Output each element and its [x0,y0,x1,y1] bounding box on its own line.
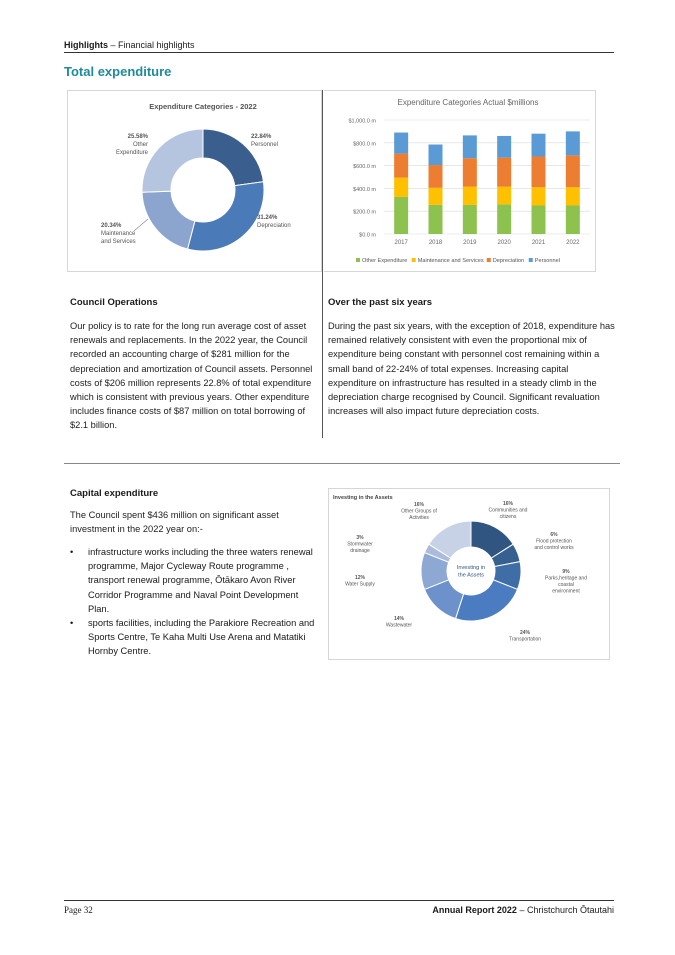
donut-value-label: 16% [502,501,514,507]
capital-expenditure-intro: The Council spent $436 million on significant asset investment in the 2022 year on:- [70,510,279,535]
bar-segment [566,187,580,205]
footer-org: Christchurch Ōtautahi [526,905,614,915]
donut-category-label: Other Groups of [401,508,437,515]
donut-category-label: Flood protection [536,538,572,545]
y-tick-label: $800.0 m [353,141,376,148]
expenditure-categories-donut-panel [67,90,322,272]
bar-segment [497,158,511,187]
donut-center-label: Investing in [456,565,486,571]
legend-swatch [412,258,416,262]
donut-category-label: Depreciation [257,223,291,229]
investing-assets-donut-chart [329,489,611,661]
bar-segment [566,155,580,187]
donut-category-label: Water Supply [345,581,375,588]
header-section: Highlights [64,40,108,50]
bar-segment [497,204,511,234]
footer-report-title [432,905,614,915]
bar-segment [394,133,408,154]
page-header [64,40,614,50]
bar-segment [429,145,443,166]
bar-segment [463,135,477,158]
chart-title: Expenditure Categories - 2022 [149,102,257,111]
donut-value-label: 9% [562,569,570,575]
x-tick-label: 2022 [566,240,580,246]
donut-category-label: drainage [350,548,370,554]
donut-category-label: Stormwater [347,541,373,548]
bar-segment [532,134,546,157]
donut-category-label: Transportation [508,636,542,643]
past-six-years-heading: Over the past six years [328,297,433,308]
capital-expenditure-item: • sports facilities, including the Parakiore Recreation and Sports Centre, Te Kaha Multi Use Arena and Matatiki Hornby Centre. [70,616,315,659]
donut-category-label: Other [132,142,148,148]
donut-value-label: 22.84% [251,134,272,140]
legend-label: Depreciation [492,258,525,264]
donut-slice [142,129,203,192]
donut-value-label: 25.58% [127,134,148,140]
donut-category-label: Activities [409,515,429,521]
y-tick-label: $200.0 m [353,209,376,216]
donut-category-label: Parks,heritage and [545,575,587,582]
legend-swatch [529,258,533,262]
donut-category-label: coastal [558,582,574,588]
donut-slice [456,580,518,621]
bar-segment [532,187,546,205]
bar-segment [566,206,580,235]
bar-segment [566,131,580,155]
donut-center-label: the Assets [458,572,484,579]
donut-category-label: Personnel [251,142,279,148]
header-separator: – [108,40,119,50]
x-tick-label: 2020 [497,240,511,246]
capital-expenditure-item: • infrastructure works including the three waters renewal programme, Major Cycleway Route programme , transport renewal programme, Ōtākaro Avon River Corridor Programme and Naval Point Development Plan. [70,545,315,616]
donut-category-label: and control works [534,545,574,551]
donut-category-label: Maintenance [101,231,136,237]
y-tick-label: $0.0 m [359,232,376,239]
donut-category-label: and Services [101,239,136,245]
footer-report: Annual Report 2022 [432,905,517,915]
donut-value-label: 14% [393,616,405,622]
donut-category-label: environment [552,588,580,595]
x-tick-label: 2019 [463,240,477,246]
x-tick-label: 2018 [428,240,443,246]
donut-value-label: 31.24% [257,215,278,221]
bar-segment [429,205,443,234]
donut-value-label: 6% [550,532,558,538]
bar-segment [394,197,408,234]
donut-value-label: 24% [519,630,531,636]
donut-value-label: 16% [413,502,425,508]
capital-expenditure-heading: Capital expenditure [70,488,159,499]
header-rule [64,52,614,53]
expenditure-categories-donut-chart [68,91,323,273]
council-operations-body: Our policy is to rate for the long run average cost of asset renewals and replacements. In the 2022 year, the Council recorded an accounting charge of $281 million for the depreciation and amortization of Council assets. Personnel costs of $206 million represents 22.8% of total expenditure which is consistent with previous years. Other expenditure includes finance costs of $87 million on total borrowing of $2.1 billion. [70,321,313,431]
bar-segment [463,187,477,205]
donut-slice [188,182,264,251]
y-tick-label: $600.0 m [353,164,376,171]
bar-segment [463,158,477,187]
bar-segment [532,156,546,187]
bar-segment [497,136,511,158]
donut-value-label: 20.34% [101,223,122,229]
section-divider [64,463,620,464]
legend-label: Maintenance and Services [417,258,484,264]
leader-line [134,219,148,231]
capital-expenditure-list [70,545,315,659]
donut-slice [142,191,195,249]
bar-segment [497,187,511,205]
expenditure-actuals-bar-chart [324,91,596,273]
donut-category-label: Wastewater [385,622,413,629]
donut-value-label: 3% [356,535,364,541]
legend-label: Other Expenditure [362,258,408,264]
legend-swatch [487,258,491,262]
x-tick-label: 2021 [531,240,546,246]
column-divider [322,90,323,438]
expenditure-actuals-bar-panel [324,90,596,272]
donut-value-label: 12% [354,575,366,581]
header-topic: Financial highlights [118,40,195,50]
bar-segment [532,206,546,235]
footer-separator: – [516,905,527,915]
bar-segment [463,205,477,234]
bar-segment [394,178,408,197]
x-tick-label: 2017 [394,240,408,246]
bar-segment [394,154,408,178]
page-number: Page 32 [64,905,93,915]
past-six-years-body: During the past six years, with the exception of 2018, expenditure has remained relatively consistent with even the proportional mix of expenditure being constant with personnel cost remaining within a small band of 22-24% of total expenses. Increasing capital expenditure on infrastructure has resulted in a steady climb in the depreciation charge recognised by Council. Significant revaluation increases will also impact future depreciation costs. [328,321,615,417]
chart-title: Investing in the Assets [333,495,393,501]
council-operations-heading: Council Operations [70,297,158,308]
legend-swatch [356,258,360,262]
footer-rule [64,900,614,901]
donut-category-label: Expenditure [115,150,148,156]
y-tick-label: $1,000.0 m [348,118,376,125]
chart-title: Expenditure Categories Actual $millions [397,98,539,107]
bar-segment [429,188,443,205]
investing-assets-panel [328,488,610,660]
y-tick-label: $400.0 m [353,186,376,193]
bar-segment [429,165,443,188]
legend-label: Personnel [534,258,560,264]
donut-category-label: Communities and [488,507,528,514]
page-title: Total expenditure [64,64,172,79]
donut-category-label: citizens [499,514,517,520]
